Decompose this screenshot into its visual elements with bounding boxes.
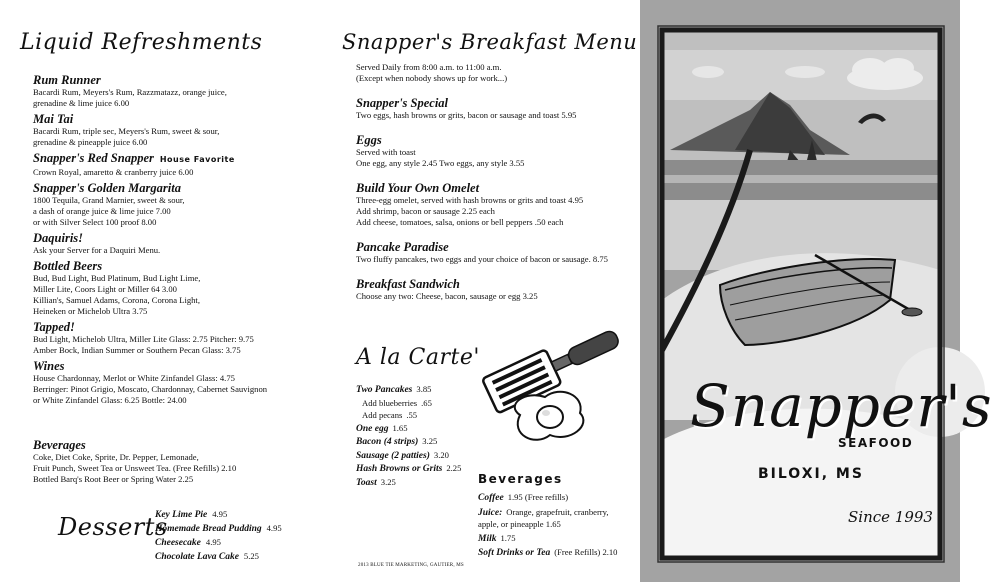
breakfast-served: Served Daily from 8:00 a.m. to 11:00 a.m. (Except when nobody shows up for work...) bbox=[356, 62, 508, 83]
beverage-desc: (Free Refills) 2.10 bbox=[554, 547, 618, 557]
breakfast-panel bbox=[320, 0, 640, 582]
beverage-name: Milk bbox=[478, 533, 497, 544]
beverages-section bbox=[33, 435, 318, 485]
alacarte-price: 3.20 bbox=[433, 449, 449, 460]
dessert-item bbox=[155, 508, 320, 522]
dessert-item bbox=[155, 522, 320, 536]
alacarte-name: Hash Browns or Grits bbox=[356, 464, 443, 474]
dessert-item bbox=[155, 550, 320, 564]
drink-name: Snapper's Red Snapper bbox=[33, 151, 154, 165]
alacarte-price: 3.25 bbox=[380, 476, 396, 487]
dessert-name: Key Lime Pie bbox=[155, 510, 208, 520]
alacarte-name: Toast bbox=[356, 477, 377, 488]
beverage-item bbox=[478, 492, 638, 505]
dessert-name: Cheesecake bbox=[155, 538, 201, 548]
beverage-name: Soft Drinks or Tea bbox=[478, 548, 551, 558]
beverage-item bbox=[478, 547, 638, 560]
dessert-price: 5.25 bbox=[243, 551, 259, 561]
alacarte-name: Sausage (2 patties) bbox=[356, 450, 430, 461]
drink-desc: House Chardonnay, Merlot or White Zinfandel Glass: 4.75 Berringer: Pinot Grigio, Moscato, Chardonnay, Cabernet Sauvignon or White Zinfandel Glass: 6.25 Bottle: 24.00 bbox=[33, 373, 268, 405]
alacarte-price: .55 bbox=[406, 410, 418, 420]
desserts-title: Desserts bbox=[58, 513, 168, 541]
beverage-desc: 1.75 bbox=[500, 532, 516, 543]
drink-desc: Ask your Server for a Daquiri Menu. bbox=[33, 245, 161, 255]
beverages-desc: Coke, Diet Coke, Sprite, Dr. Pepper, Lemonade, Fruit Punch, Sweet Tea or Unsweet Tea. (Free Refills) 2.10 Bottled Barq's Root Beer or Spring Water 2.25 bbox=[33, 452, 237, 484]
drink-name-row bbox=[33, 151, 318, 167]
drink-desc: Bud Light, Michelob Ultra, Miller Lite Glass: 2.75 Pitcher: 9.75 Amber Bock, Indian Summer or Southern Pecan Glass: 3.75 bbox=[33, 334, 254, 355]
breakfast-beverages-title: Beverages bbox=[478, 472, 563, 486]
breakfast-item-desc: Two fluffy pancakes, two eggs and your choice of bacon or sausage. 8.75 bbox=[356, 254, 608, 264]
drink-name: Mai Tai bbox=[33, 112, 74, 126]
brand-seafood: SEAFOOD bbox=[838, 436, 914, 450]
beverage-desc: Orange, grapefruit, cranberry, apple, or pineapple 1.65 bbox=[478, 506, 609, 529]
spatula-egg-illustration bbox=[480, 325, 640, 455]
brand-since: Since 1993 bbox=[848, 508, 933, 526]
breakfast-item-desc: Three-egg omelet, served with hash browns or grits and toast 4.95 Add shrimp, bacon or sausage 2.25 each Add cheese, tomatoes, salsa, onions or bell peppers .50 each bbox=[356, 195, 584, 227]
drink-desc: Bud, Bud Light, Bud Platinum, Bud Light Lime, Miller Lite, Coors Light or Miller 64 3.00 Killian's, Samuel Adams, Corona, Corona Light, Heineken or Michelob Ultra 3.75 bbox=[33, 273, 201, 316]
alacarte-price: 3.25 bbox=[422, 436, 438, 446]
brand-location: BILOXI, MS bbox=[758, 466, 864, 482]
alacarte-name: Add pecans bbox=[362, 410, 403, 420]
cover-panel bbox=[640, 0, 993, 582]
liquid-refreshments-panel bbox=[0, 0, 320, 582]
dessert-item bbox=[155, 536, 320, 550]
desserts-list bbox=[155, 508, 320, 564]
breakfast-item-desc: Served with toast One egg, any style 2.45 Two eggs, any style 3.55 bbox=[356, 147, 525, 168]
brand-name: Snapper's bbox=[690, 372, 993, 440]
alacarte-price: .65 bbox=[421, 397, 432, 408]
house-favorite-badge: House Favorite bbox=[159, 155, 235, 164]
beverage-name: Coffee bbox=[478, 493, 504, 503]
beverages-name: Beverages bbox=[33, 438, 86, 452]
dessert-name: Homemade Bread Pudding bbox=[155, 524, 262, 534]
breakfast-item-name: Breakfast Sandwich bbox=[356, 277, 460, 291]
drink-name: Tapped! bbox=[33, 320, 75, 334]
beverage-name: Juice: bbox=[478, 507, 503, 518]
breakfast-item-name: Snapper's Special bbox=[356, 96, 449, 110]
liquid-list bbox=[33, 70, 318, 406]
footer-credit: 2013 BLUE TIE MARKETING, GAUTIER, MS bbox=[358, 563, 464, 568]
alacarte-name: One egg bbox=[356, 423, 389, 434]
breakfast-list bbox=[356, 96, 638, 302]
breakfast-item-desc: Two eggs, hash browns or grits, bacon or sausage and toast 5.95 bbox=[356, 110, 577, 120]
drink-name: Rum Runner bbox=[33, 73, 101, 87]
beverage-desc: 1.95 (Free refills) bbox=[507, 492, 569, 502]
dessert-price: 4.95 bbox=[266, 523, 282, 533]
alacarte-name: Two Pancakes bbox=[356, 385, 413, 395]
liquid-refreshments-title: Liquid Refreshments bbox=[20, 30, 263, 55]
breakfast-title: Snapper's Breakfast Menu bbox=[342, 30, 638, 54]
dessert-name: Chocolate Lava Cake bbox=[155, 552, 239, 562]
drink-name: Daquiris! bbox=[33, 231, 84, 245]
drink-desc: Bacardi Rum, Meyers's Rum, Razzmatazz, orange juice, grenadine & lime juice 6.00 bbox=[33, 87, 227, 108]
breakfast-item-desc: Choose any two: Cheese, bacon, sausage or egg 3.25 bbox=[356, 291, 538, 301]
alacarte-name: Bacon (4 strips) bbox=[356, 437, 419, 447]
alacarte-price: 2.25 bbox=[446, 463, 462, 473]
breakfast-item-name: Build Your Own Omelet bbox=[356, 181, 480, 195]
dessert-price: 4.95 bbox=[205, 537, 221, 547]
cover-illustration bbox=[640, 0, 960, 582]
alacarte-price: 3.85 bbox=[416, 384, 432, 394]
drink-name: Snapper's Golden Margarita bbox=[33, 181, 181, 195]
breakfast-beverages-list bbox=[478, 490, 638, 560]
drink-name: Wines bbox=[33, 359, 65, 373]
alacarte-name: Add blueberries bbox=[362, 397, 418, 408]
breakfast-item-name: Pancake Paradise bbox=[356, 240, 449, 254]
beverage-item bbox=[478, 533, 638, 546]
alacarte-title: A la Carte' bbox=[356, 345, 480, 370]
drink-name: Bottled Beers bbox=[33, 259, 103, 273]
beverage-item bbox=[478, 507, 638, 531]
alacarte-price: 1.65 bbox=[392, 422, 408, 433]
drink-desc: Bacardi Rum, triple sec, Meyers's Rum, sweet & sour, grenadine & pineapple juice 6.00 bbox=[33, 126, 220, 147]
dessert-price: 4.95 bbox=[212, 509, 228, 519]
breakfast-item-name: Eggs bbox=[356, 133, 382, 147]
drink-desc: Crown Royal, amaretto & cranberry juice 6.00 bbox=[33, 167, 194, 177]
drink-desc: 1800 Tequila, Grand Marnier, sweet & sour, a dash of orange juice & lime juice 7.00 or with Silver Select 100 proof 8.00 bbox=[33, 195, 185, 227]
